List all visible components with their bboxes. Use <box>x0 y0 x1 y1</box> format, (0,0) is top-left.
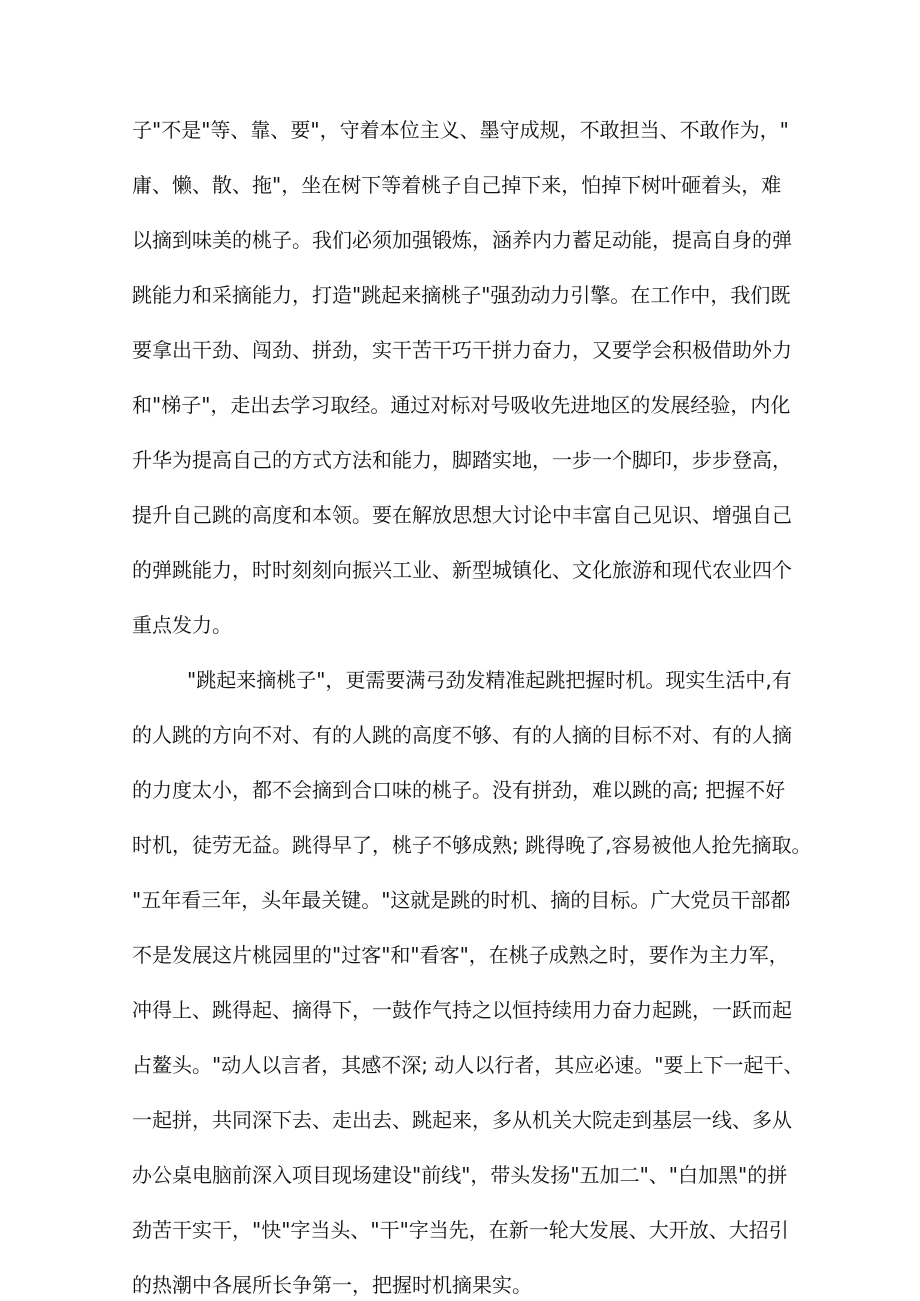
text-line: 和"梯子"，走出去学习取经。通过对标对号吸收先进地区的发展经验，内化 <box>132 393 791 417</box>
text-line: 不是发展这片桃园里的"过客"和"看客"，在桃子成熟之时，要作为主力军， <box>132 943 789 967</box>
text-line: "跳起来摘桃子"，更需要满弓劲发精准起跳把握时机。现实生活中,有 <box>187 668 792 692</box>
text-line: "五年看三年，头年最关键。"这就是跳的时机、摘的目标。广大党员干部都 <box>132 888 791 912</box>
text-line: 重点发力。 <box>132 613 232 637</box>
text-line: 的人跳的方向不对、有的人跳的高度不够、有的人摘的目标不对、有的人摘 <box>132 723 792 747</box>
text-line: 占鳌头。"动人以言者，其感不深; 动人以行者，其应必速。"要上下一起干、 <box>132 1053 804 1077</box>
text-line: 劲苦干实干，"快"字当头、"干"字当先，在新一轮大发展、大开放、大招引 <box>132 1218 789 1242</box>
text-line: 的弹跳能力，时时刻刻向振兴工业、新型城镇化、文化旅游和现代农业四个 <box>132 558 792 582</box>
text-line: 要拿出干劲、闯劲、拼劲，实干苦干巧干拼力奋力，又要学会积极借助外力 <box>132 338 792 362</box>
text-line: 时机，徒劳无益。跳得早了，桃子不够成熟; 跳得晚了,容易被他人抢先摘取。 <box>132 833 812 857</box>
text-line: 跳能力和采摘能力，打造"跳起来摘桃子"强劲动力引擎。在工作中，我们既 <box>132 283 791 307</box>
text-line: 一起拼，共同深下去、走出去、跳起来，多从机关大院走到基层一线、多从 <box>132 1108 792 1132</box>
text-line: 升华为提高自己的方式方法和能力，脚踏实地，一步一个脚印，步步登高， <box>132 448 792 472</box>
text-line: 冲得上、跳得起、摘得下，一鼓作气持之以恒持续用力奋力起跳，一跃而起 <box>132 998 792 1022</box>
text-line: 庸、懒、散、拖"，坐在树下等着桃子自己掉下来，怕掉下树叶砸着头，难 <box>132 173 782 197</box>
text-line: 提升自己跳的高度和本领。要在解放思想大讨论中丰富自己见识、增强自己 <box>132 503 792 527</box>
text-line: 的力度太小，都不会摘到合口味的桃子。没有拼劲，难以跳的高; 把握不好 <box>132 778 786 802</box>
text-line: 办公桌电脑前深入项目现场建设"前线"，带头发扬"五加二"、"白加黑"的拼 <box>132 1163 788 1187</box>
text-line: 以摘到味美的桃子。我们必须加强锻炼，涵养内力蓄足动能，提高自身的弹 <box>132 228 792 252</box>
text-line: 子"不是"等、靠、要"，守着本位主义、墨守成规，不敢担当、不敢作为，" <box>132 118 789 142</box>
text-line: 的热潮中各展所长争第一，把握时机摘果实。 <box>132 1273 532 1297</box>
